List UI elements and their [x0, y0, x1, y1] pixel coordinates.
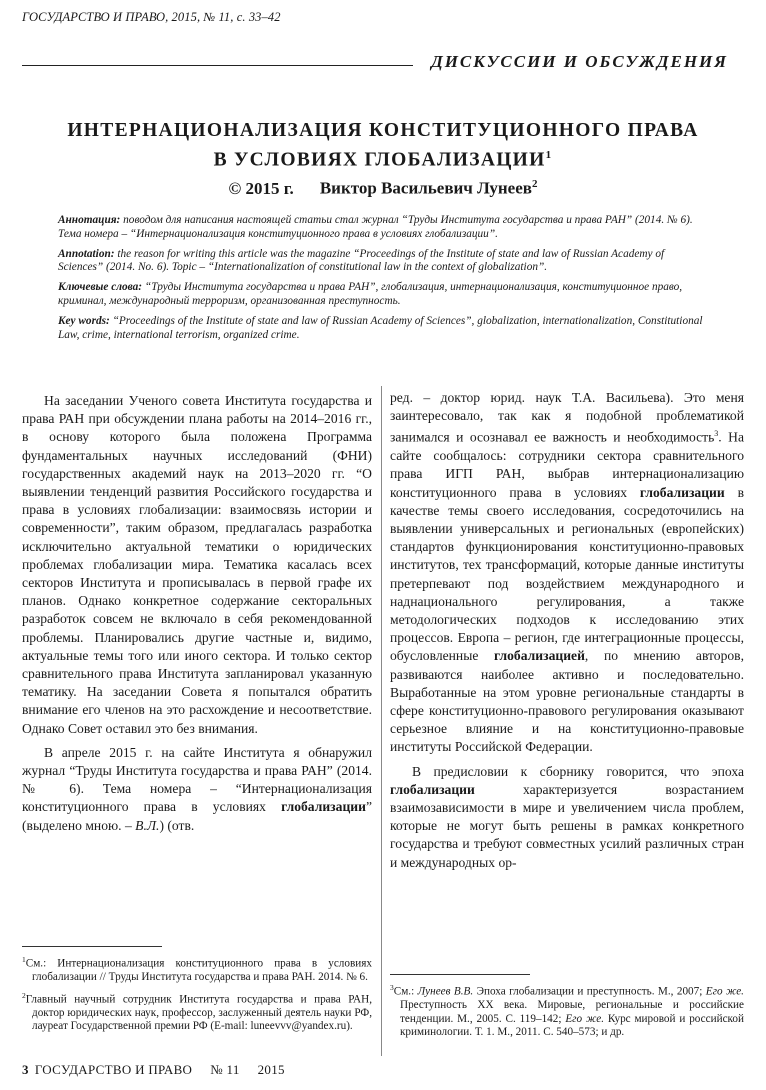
- footnote-ref: 3: [714, 429, 719, 439]
- abstract-en: [58, 248, 710, 276]
- initials: В.Л.: [135, 817, 160, 833]
- copyright-year: © 2015 г.: [228, 178, 294, 198]
- issue-year: 2015: [257, 1062, 285, 1077]
- keywords-ru-text: “Труды Института государства и права РАН”, глобализация, интернационализация, конституционное право, криминал, международный терроризм, организованная преступность.: [58, 281, 683, 307]
- column-divider: [381, 386, 382, 1056]
- paragraph: [390, 763, 744, 872]
- page-footer: [22, 1062, 303, 1078]
- footnote-number: 3: [390, 983, 394, 992]
- footnote-ibid: Его же.: [705, 985, 744, 998]
- emphasis: глобализации: [281, 799, 366, 815]
- footnote-number: 2: [22, 990, 26, 1000]
- paragraph: [22, 744, 372, 835]
- footnote-rule: [390, 974, 530, 975]
- footnote-2: [22, 989, 372, 1034]
- journal-name: ГОСУДАРСТВО И ПРАВО: [34, 1062, 193, 1077]
- abstract-en-label: Annotation:: [58, 247, 115, 260]
- text-run: В апреле 2015 г. на сайте Института я обнаружил журнал “Труды Института государства и права РАН” (2014. № 6). Тема номера – “Интернационализация конституционного права в условиях: [22, 744, 372, 815]
- abstract-ru: [58, 214, 710, 242]
- footnote-author: Лунеев В.В.: [417, 985, 474, 998]
- footnote-number: 1: [22, 955, 26, 964]
- keywords-ru: [58, 281, 710, 309]
- section-title: ДИСКУССИИ И ОБСУЖДЕНИЯ: [413, 52, 744, 72]
- footnote-text: Курс мировой и российской криминологии. Т. 1. М., 2011. С. 540–573; и др.: [400, 1012, 744, 1039]
- text-run: ” (выделено мною. –: [22, 799, 372, 833]
- footnote-text: Главный научный сотрудник Института государства и права РАН, доктор юридических наук, профессор, заслуженный деятель науки РФ, лауреат Государственной премии РФ (E-mail: luneevvv@yandex.ru).: [25, 993, 372, 1033]
- footnote-3: [390, 981, 744, 1040]
- abstract-en-text: the reason for writing this article was the magazine “Proceedings of the Institute of state and law of Russian Academy of Sciences” (2014. No. 6). Topic – “Internationalization of constitutional law in the context of globalization”.: [58, 247, 665, 274]
- page-number: 3: [22, 1062, 29, 1077]
- title-line-2: В УСЛОВИЯХ ГЛОБАЛИЗАЦИИ: [213, 149, 546, 171]
- emphasis: глобализации: [639, 484, 725, 500]
- paragraph: На заседании Ученого совета Института государства и права РАН при обсуждении плана работы на 2014–2016 гг., в основу которого была положена Программа фундаментальных научных исследований (ФНИ) государственных академий наук на 2013–2020 гг. “О выявлении тенденций развития Российского государства и права в условиях глобализации: взаимосвязь истории и современности”, таким образом, предлагалась разработка исключительно актуальной тематики о юридических проблемах глобализации мира. Тематика касалась всех секторов Института и прописывалась в первой графе их планов. Однако конкретное содержание секторальных разработок совсем не включало в себя рекомендованной проблемы. Планировались другие частные и, видимо, актуальные темы того или иного сектора. И только сектор сравнительного права Института запланировал указанную тематику. На заседании Совета я попытался обратить внимание его членов на это расхождение и несоответствие. Однако Совет оставил это без внимания.: [22, 393, 372, 736]
- keywords-en-label: Key words:: [58, 314, 110, 327]
- keywords-ru-label: Ключевые слова:: [58, 281, 143, 294]
- section-heading: [22, 52, 744, 78]
- footnote-ibid: Его же.: [565, 1012, 604, 1025]
- body-column-left: [22, 392, 372, 841]
- author-name: Виктор Васильевич Лунеев: [319, 178, 532, 198]
- footnote-1: [22, 953, 372, 985]
- keywords-en-text: “Proceedings of the Institute of state and law of Russian Academy of Sciences”, globalization, internationalization, Constitutional Law, crime, international terrorism, organized crime.: [58, 314, 703, 341]
- text-run: . На сайте сообщалось: сотрудники сектора сравнительного права ИГП РАН, выбрав интернационализацию конституционного права в условиях: [390, 429, 744, 500]
- abstract-ru-label: Аннотация:: [58, 214, 121, 226]
- footnote-text: Эпоха глобализации и преступность. М., 2007;: [473, 985, 706, 998]
- emphasis: глобализацией: [494, 648, 585, 664]
- title-line-1: ИНТЕРНАЦИОНАЛИЗАЦИЯ КОНСТИТУЦИОННОГО ПРАВА: [67, 120, 699, 141]
- footnote-text: См.: Интернационализация конституционного права в условиях глобализации // Труды Института государства и права РАН. 2014. № 6.: [25, 957, 372, 984]
- author-footnote-ref: 2: [531, 178, 538, 190]
- text-run: характеризуется возрастанием взаимозависимости в мире и увеличением числа проблем, которые не могут быть решены в рамках конкретного государства и требуют совместных усилий различных стран и международных ор-: [390, 781, 744, 870]
- text-run: , по мнению авторов, развиваются наиболее активно и последовательно. Выработанные на этом уровне региональные стандарты в сфере конституционно-правового регулирования оказывают серьезное влияние и на конституционно-правовые институты Российской Федерации.: [390, 648, 744, 755]
- abstract-ru-text: поводом для написания настоящей статьи стал журнал “Труды Института государства и права РАН” (2014. № 6). Тема номера – “Интернационализация конституционного права в условиях глобализации”.: [58, 214, 693, 240]
- paragraph: [390, 389, 744, 757]
- footnotes-right: [390, 974, 744, 1044]
- abstracts: [58, 214, 710, 348]
- text-run: ) (отв.: [159, 817, 195, 833]
- text-run: в качестве темы своего исследования, сосредоточились на выявлении универсальных и региональных (европейских) стандартов функционирования конституционно-правовых институтов, тех трансформаций, которые данные институты претерпевают под воздействием международного и наднационального регулирования, а также методологических подходов к исследованию этих процессов. Европа – регион, где интеграционные процессы, обусловленные: [390, 484, 744, 664]
- keywords-en: [58, 315, 710, 343]
- emphasis: глобализации: [390, 781, 475, 797]
- issue-number: № 11: [210, 1062, 240, 1077]
- author-line: [40, 178, 726, 199]
- title-footnote-ref: 1: [545, 149, 553, 161]
- article-title: [40, 118, 726, 173]
- footnote-text: См.:: [393, 985, 418, 998]
- footnotes-left: [22, 946, 372, 1038]
- running-head: ГОСУДАРСТВО И ПРАВО, 2015, № 11, с. 33–42: [22, 10, 281, 24]
- text-run: В предисловии к сборнику говорится, что эпоха: [412, 763, 744, 779]
- footnote-rule: [22, 946, 162, 947]
- body-column-right: [390, 389, 744, 878]
- footnote-text: Преступность XX века. Мировые, региональные и российские тенденции. М., 2005. С. 119–142;: [400, 999, 744, 1025]
- text-run: ред. – доктор юрид. наук Т.А. Васильева). Это меня заинтересовало, так как я подобной проблематикой занимался и осознавал ее важность и необходимость: [390, 390, 744, 445]
